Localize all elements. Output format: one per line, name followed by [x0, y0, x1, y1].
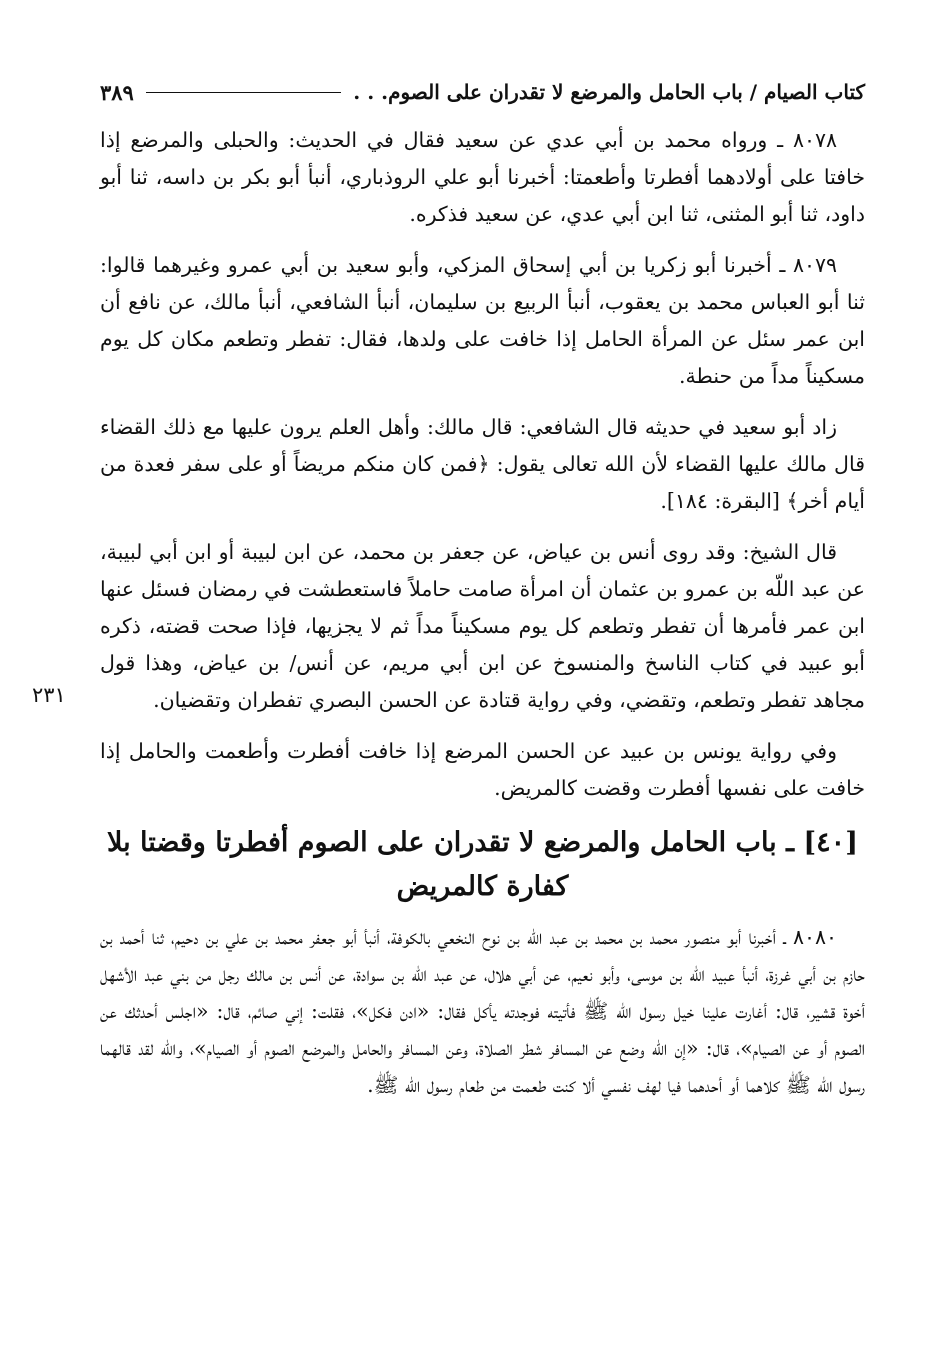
paragraph-addition: زاد أبو سعيد في حديثه قال الشافعي: قال مالك: وأهل العلم يرون عليها مع ذلك القضاء قال مالك عليها القضاء لأن الله تعالى يقول: ﴿فمن كان منكم مريضاً أو على سفر فعدة من أيام أخر﴾ [البقرة: ١٨٤].: [100, 415, 865, 513]
paragraph-8078: ٨٠٧٨ ـ ورواه محمد بن أبي عدي عن سعيد فقال في الحديث: والحبلى والمرضع إذا خافتا على أولادهما أفطرتا وأطعمتا: أخبرنا أبو علي الروذباري، أنبأ أبو بكر بن داسه، ثنا أبو داود، ثنا أبو المثنى، ثنا ابن أبي عدي، عن سعيد فذكره.: [100, 128, 865, 226]
paragraph-8079: ٨٠٧٩ ـ أخبرنا أبو زكريا بن أبي إسحاق المزكي، وأبو سعيد بن أبي عمرو وغيرهما قالوا: ثنا أبو العباس محمد بن يعقوب، أنبأ الربيع بن سليمان، أنبأ الشافعي، أنبأ مالك، عن نافع أن ابن عمر سئل عن المرأة الحامل إذا خافت على ولدها، فقال: تفطر وتطعم مكان كل يوم مسكيناً مداً من حنطة.: [100, 253, 865, 388]
paragraph-8080: ٨٠٨٠ ـ أخبرنا أبو منصور محمد بن محمد بن عبد اللّه بن نوح النخعي بالكوفة، أنبأ أبو جعفر محمد بن علي بن دحيم، ثنا أحمد بن حازم بن أبي غرزة، أنبأ عبيد اللّه بن موسى، وأبو نعيم، عن أبي هلال، عن عبد اللّه بن سوادة، عن أنس بن مالك رجل من بني عبد الأشهل أخوة قشير، قال: أغارت علينا خيل رسول الله ﷺ فأتيته فوجدته يأكل فقال: «ادن فكل»، فقلت: إني صائم، قال: «اجلس أحدثك عن الصوم أو عن الصيام»، قال: «إن الله وضع عن المسافر شطر الصلاة، وعن المسافر والحامل والمرضع الصوم أو الصيام»، والله لقد قالهما رسول الله ﷺ كلاهما أو أحدهما فيا لهف نفسي ألا كنت طعمت من طعام رسول الله ﷺ.: [100, 925, 865, 1097]
body-text: [100, 122, 865, 1104]
paragraph-sheikh: قال الشيخ: وقد روى أنس بن عياض، عن جعفر بن محمد، عن ابن لبيبة أو ابن أبي لبيبة، عن عبد اللّه بن عمرو بن عثمان أن امرأة صامت حاملاً فاستعطشت في رمضان فسئل عنها ابن عمر فأمرها أن تفطر وتطعم كل يوم مسكيناً مداً ثم لا يجزيها، فإذا صحت قضته، ذكره أبو عبيد في كتاب الناسخ والمنسوخ عن ابن أبي مريم، عن أنس/ بن عياض، وهذا قول مجاهد تفطر وتطعم، وتقضي، وفي رواية قتادة عن الحسن البصري تفطران وتقضيان.: [100, 540, 865, 712]
running-header: [100, 72, 865, 112]
header-rule: [146, 92, 341, 93]
header-title: كتاب الصيام / باب الحامل والمرضع لا تقدران على الصوم. . .: [353, 80, 865, 104]
paragraph-yunus: وفي رواية يونس بن عبيد عن الحسن المرضع إذا خافت أفطرت وأطعمت والحامل إذا خافت على نفسها أفطرت وقضت كالمريض.: [100, 739, 865, 800]
page-number: ٣٨٩: [100, 79, 134, 105]
page: [100, 72, 865, 1362]
margin-page-reference: ٢٣١: [32, 683, 66, 707]
section-heading: [٤٠] ـ باب الحامل والمرضع لا تقدران على الصوم أفطرتا وقضتا بلا كفارة كالمريض: [107, 827, 858, 902]
